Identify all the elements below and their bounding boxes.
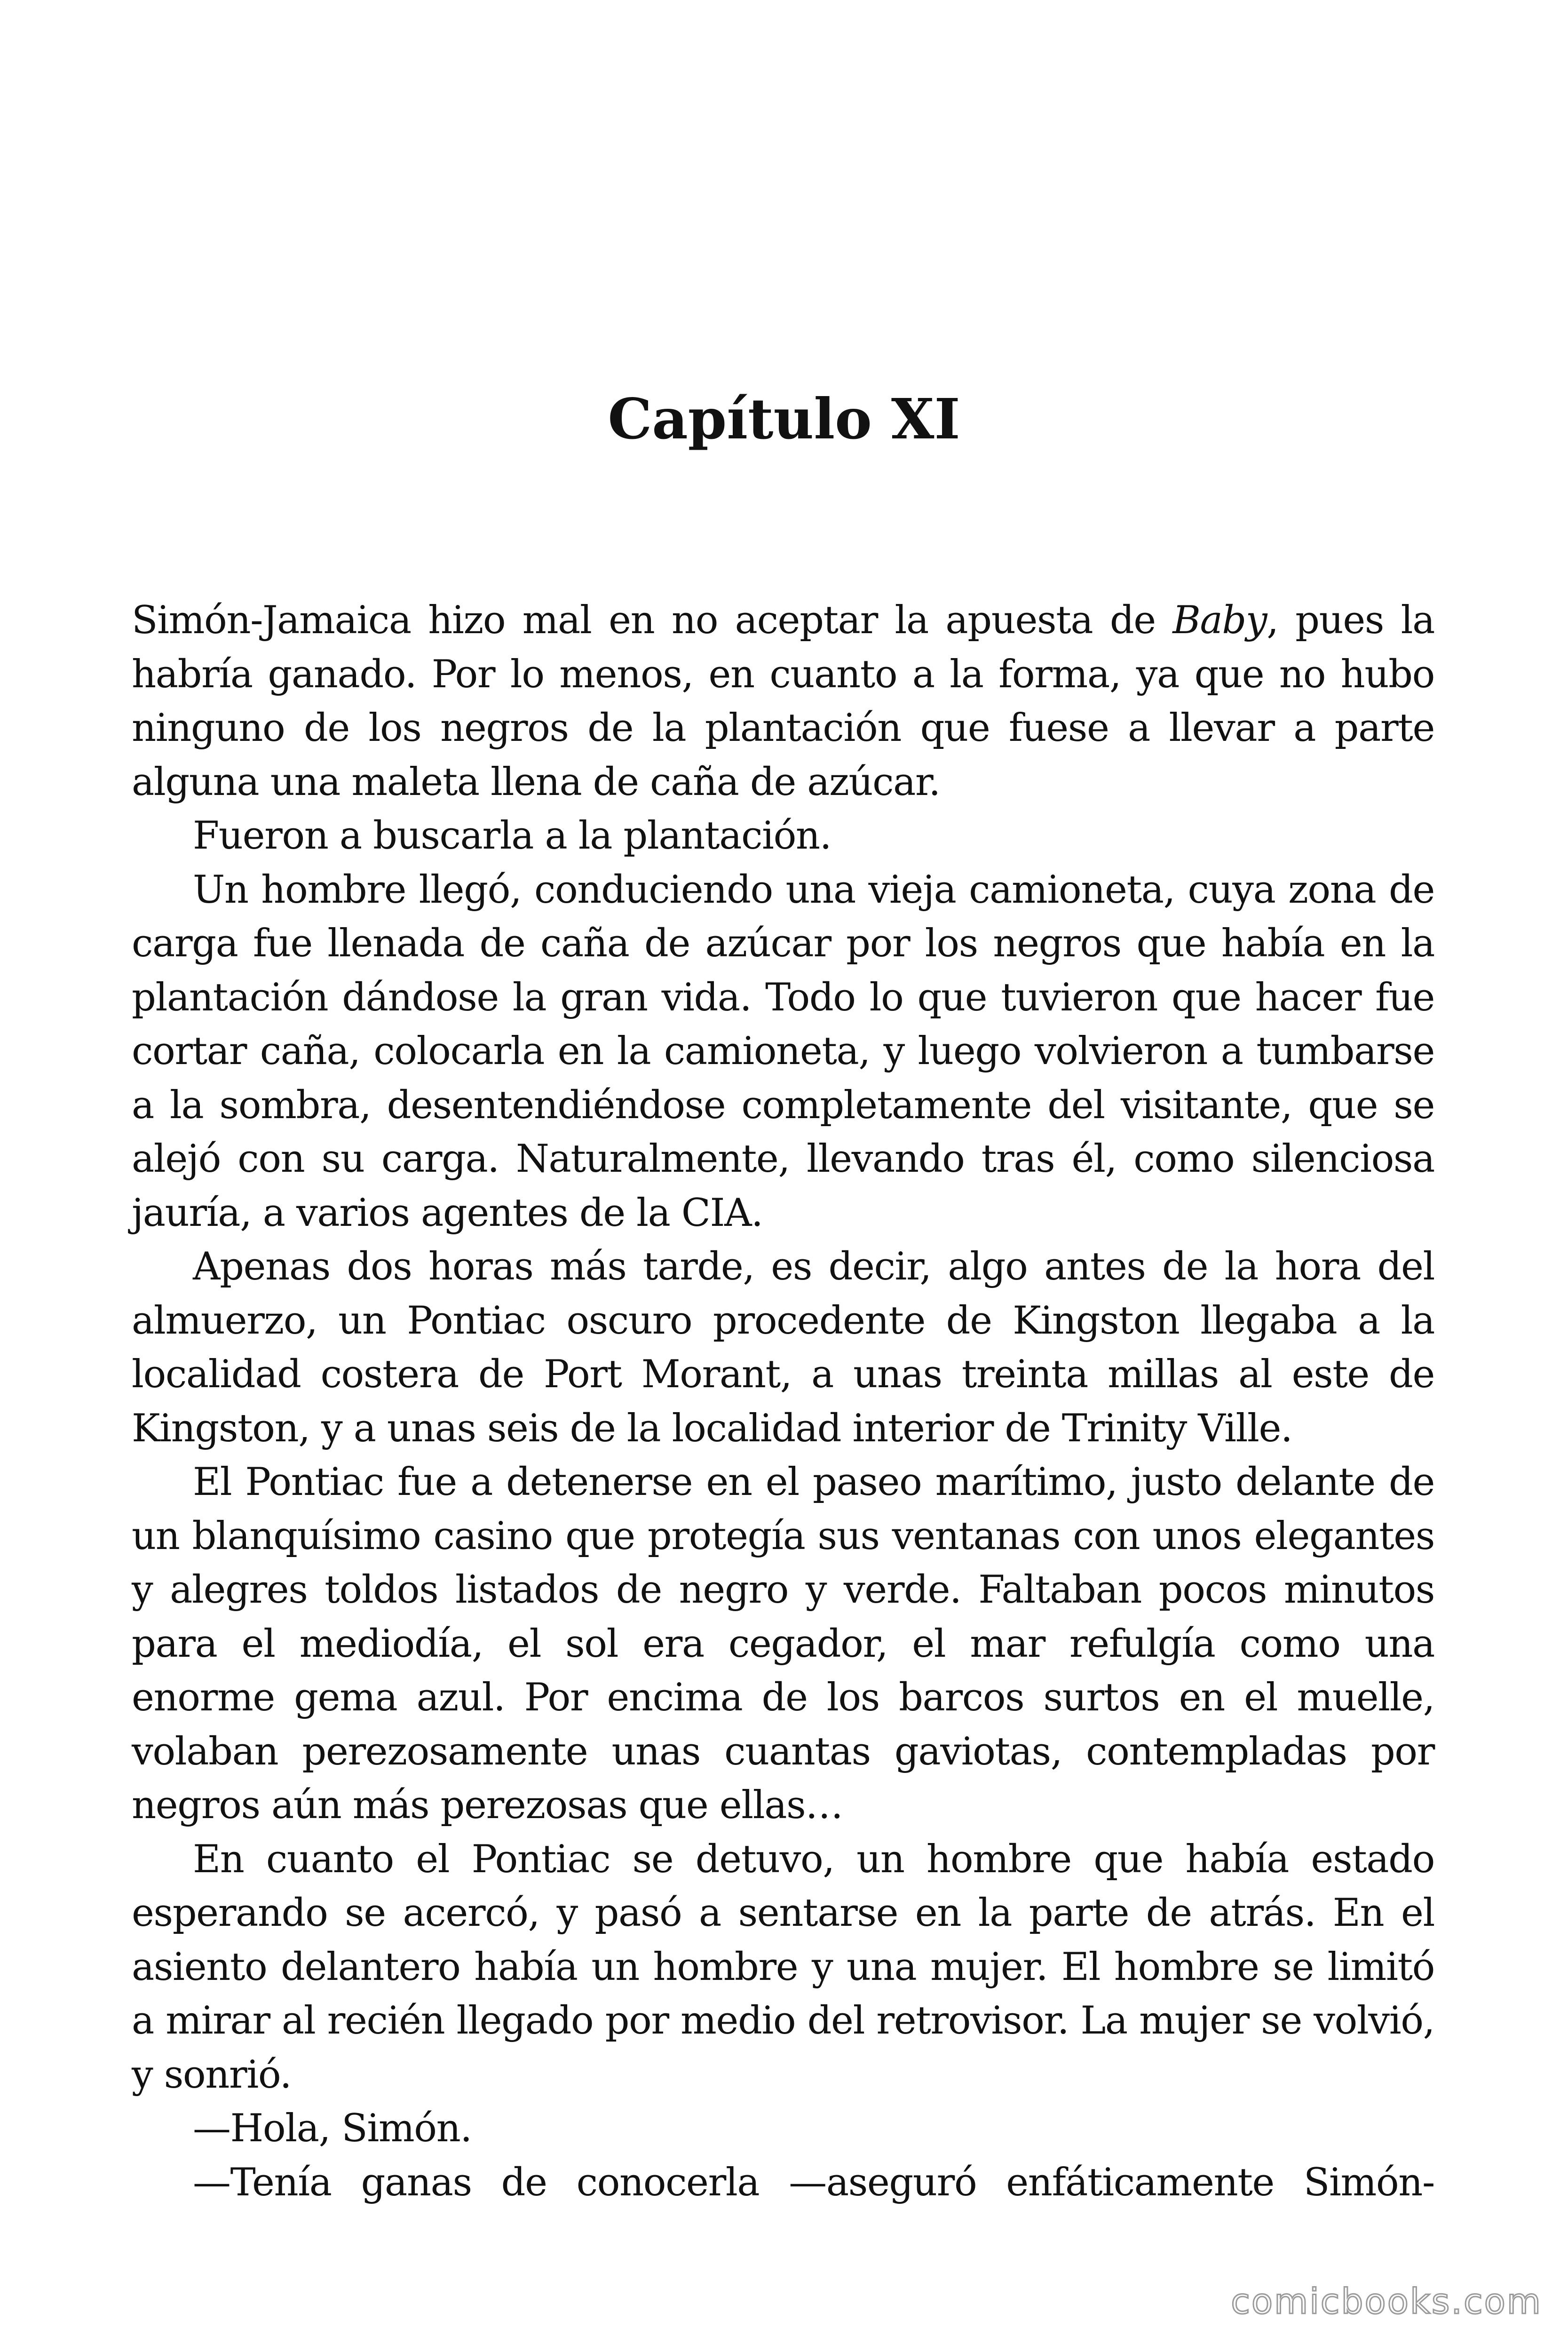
- chapter-body: [132, 594, 1434, 2209]
- paragraph-1-text-start: Simón-Jamaica hizo mal en no aceptar la apuesta de: [132, 598, 1173, 643]
- chapter-title: Capítulo XI: [608, 386, 960, 452]
- dialogue-line-1: —Hola, Simón.: [193, 2106, 472, 2151]
- dialogue-line-2: —Tenía ganas de conocerla —aseguró enfáticamente Simón-: [193, 2160, 1434, 2205]
- paragraph-5: El Pontiac fue a detenerse en el paseo marítimo, justo delante de un blanquísimo casino que protegía sus ventanas con unos elegantes y alegres toldos listados de negro y verde. Faltaban pocos minutos para el mediodía, el sol era cegador, el mar refulgía como una enorme gema azul. Por encima de los barcos surtos en el muelle, volaban perezosamente unas cuantas gaviotas, contempladas por negros aún más perezosas que ellas…: [132, 1460, 1434, 1828]
- paragraph-3: Un hombre llegó, conduciendo una vieja camioneta, cuya zona de carga fue llenada de caña de azúcar por los negros que había en la plantación dándose la gran vida. Todo lo que tuvieron que hacer fue cortar caña, colocarla en la camioneta, y luego volvieron a tumbarse a la sombra, desentendiéndose completamente del visitante, que se alejó con su carga. Naturalmente, llevando tras él, como silenciosa jauría, a varios agentes de la CIA.: [132, 867, 1434, 1235]
- paragraph-4: Apenas dos horas más tarde, es decir, algo antes de la hora del almuerzo, un Pontiac oscuro procedente de Kingston llegaba a la localidad costera de Port Morant, a unas treinta millas al este de Kingston, y a unas seis de la localidad interior de Trinity Ville.: [132, 1245, 1434, 1451]
- italic-word-baby: Baby: [1172, 598, 1267, 643]
- paragraph-2: Fueron a buscarla a la plantación.: [193, 814, 832, 858]
- paragraph-1-text-end: , pues la habría ganado. Por lo menos, en cuanto a la forma, ya que no hubo ninguno de los negros de la plantación que fuese a llevar a parte alguna una maleta llena de caña de azúcar.: [132, 598, 1434, 804]
- paragraph-6: En cuanto el Pontiac se detuvo, un hombre que había estado esperando se acercó, y pasó a sentarse en la parte de atrás. En el asiento delantero había un hombre y una mujer. El hombre se limitó a mirar al recién llegado por medio del retrovisor. La mujer se volvió, y sonrió.: [132, 1837, 1434, 2097]
- watermark: comicbooks.com: [1231, 2281, 1542, 2322]
- paragraph-1: [132, 594, 1434, 809]
